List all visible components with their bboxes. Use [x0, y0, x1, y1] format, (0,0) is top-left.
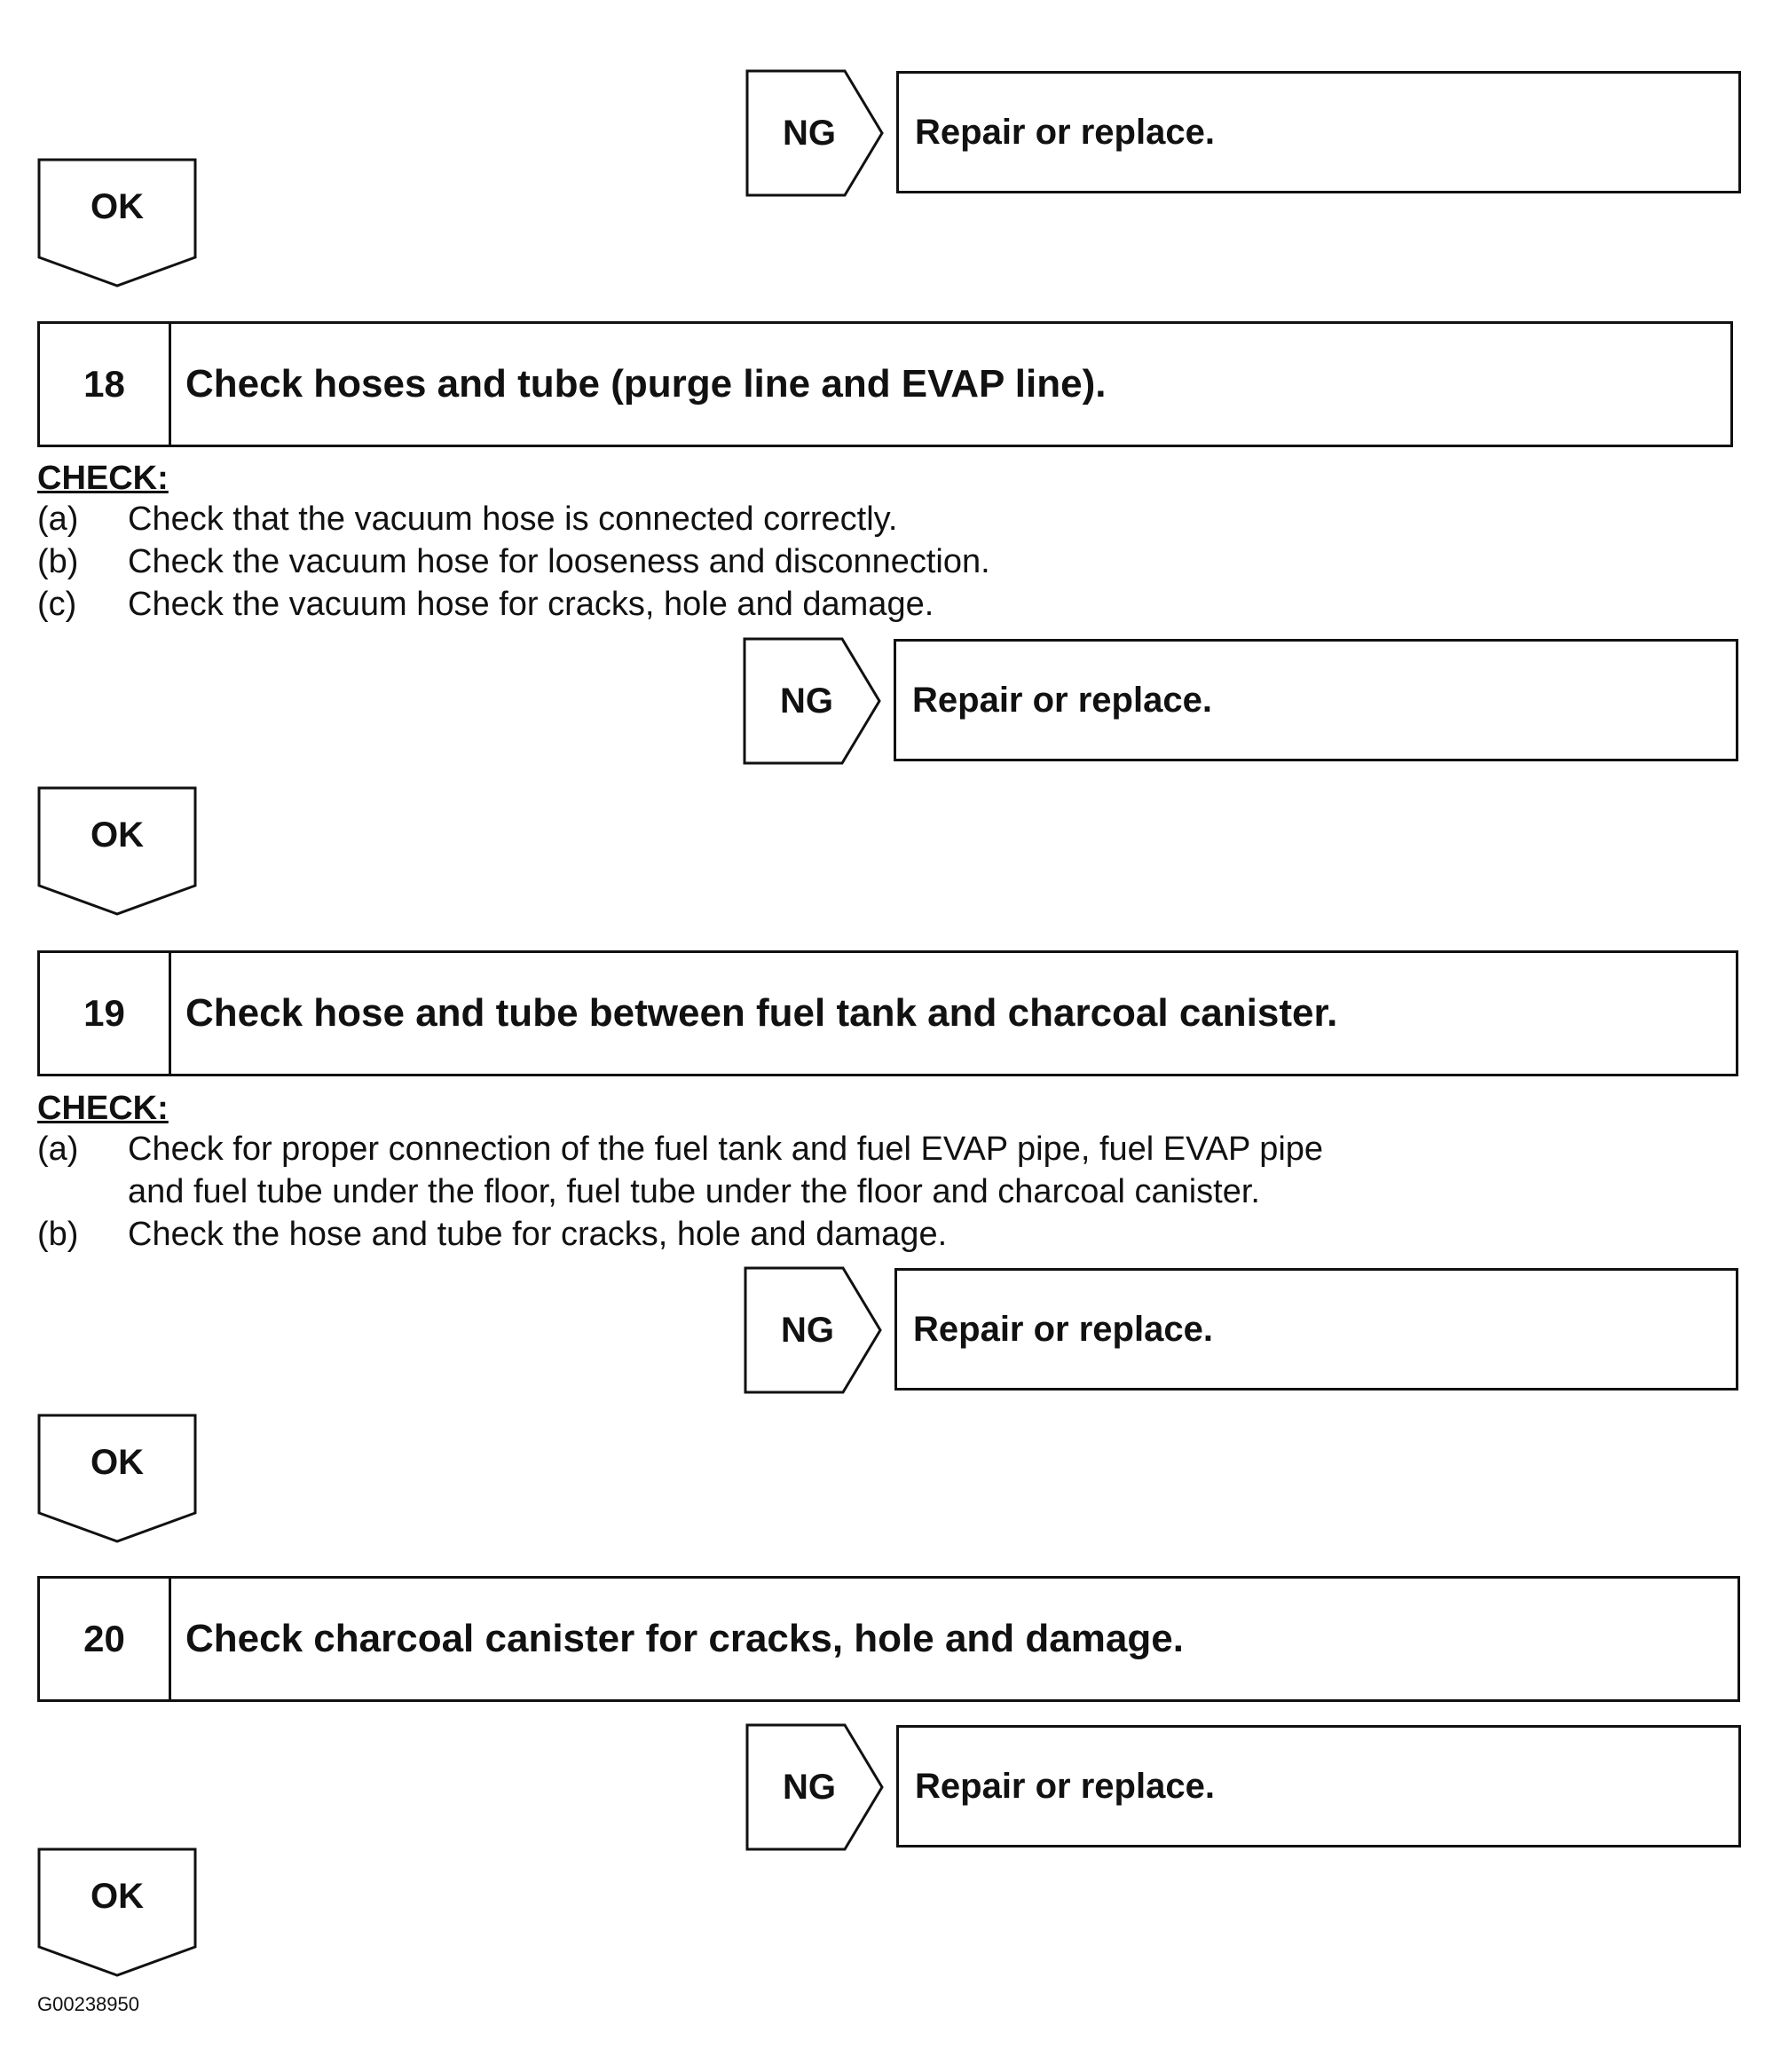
step-number: 19	[40, 953, 171, 1074]
action-box	[894, 1268, 1738, 1391]
check-item-text: Check the vacuum hose for cracks, hole and damage.	[128, 586, 934, 623]
check-item-tag: (b)	[37, 543, 79, 580]
ng-label: NG	[780, 681, 833, 721]
step-number: 20	[40, 1579, 171, 1699]
check-item	[37, 1213, 1546, 1256]
ok-label: OK	[91, 815, 144, 855]
check-heading: CHECK:	[37, 460, 169, 497]
step-title: Check charcoal canister for cracks, hole and damage.	[185, 1617, 1184, 1660]
check-item-text: Check the vacuum hose for looseness and disconnection.	[128, 543, 990, 580]
check-section	[37, 460, 1368, 626]
action-box	[896, 1725, 1741, 1847]
check-item-tag: (c)	[37, 586, 77, 623]
check-item	[37, 583, 1368, 626]
check-item-text: Check for proper connection of the fuel tank and fuel EVAP pipe, fuel EVAP pipe	[128, 1131, 1324, 1168]
step-box	[37, 1576, 1740, 1702]
check-item	[37, 540, 1368, 583]
figure-id: G00238950	[37, 1993, 139, 2015]
check-section	[37, 1090, 1546, 1256]
check-heading: CHECK:	[37, 1090, 169, 1127]
check-item-text: and fuel tube under the floor, fuel tube under the floor and charcoal canister.	[128, 1173, 1260, 1210]
ok-label: OK	[91, 186, 144, 226]
check-item	[37, 498, 1368, 540]
step-title: Check hoses and tube (purge line and EVAP line).	[185, 362, 1107, 406]
ok-branch-arrow	[37, 1414, 197, 1543]
step-box	[37, 950, 1738, 1076]
action-text: Repair or replace.	[915, 1766, 1215, 1806]
ng-label: NG	[781, 1310, 834, 1350]
ok-label: OK	[91, 1876, 144, 1916]
check-item-tag: (a)	[37, 500, 79, 538]
check-item-continued	[37, 1170, 1546, 1213]
ng-label: NG	[783, 113, 836, 153]
check-item	[37, 1128, 1546, 1170]
ok-branch-arrow	[37, 158, 197, 288]
ng-branch-arrow	[744, 1266, 882, 1394]
ok-label: OK	[91, 1442, 144, 1482]
ng-label: NG	[783, 1767, 836, 1807]
action-box	[894, 639, 1738, 761]
check-item-text: Check that the vacuum hose is connected correctly.	[128, 500, 898, 538]
step-title: Check hose and tube between fuel tank and charcoal canister.	[185, 991, 1338, 1035]
action-box	[896, 71, 1741, 193]
check-item-tag: (b)	[37, 1216, 79, 1253]
step-number: 18	[40, 324, 171, 445]
ng-branch-arrow	[745, 1723, 884, 1851]
ng-branch-arrow	[745, 69, 884, 197]
ok-branch-arrow	[37, 786, 197, 916]
ok-branch-arrow	[37, 1847, 197, 1977]
action-text: Repair or replace.	[913, 1309, 1213, 1349]
action-text: Repair or replace.	[915, 112, 1215, 152]
check-item-tag: (a)	[37, 1131, 79, 1168]
action-text: Repair or replace.	[912, 680, 1212, 720]
step-box	[37, 321, 1733, 447]
check-item-text: Check the hose and tube for cracks, hole and damage.	[128, 1216, 948, 1253]
ng-branch-arrow	[743, 637, 881, 765]
